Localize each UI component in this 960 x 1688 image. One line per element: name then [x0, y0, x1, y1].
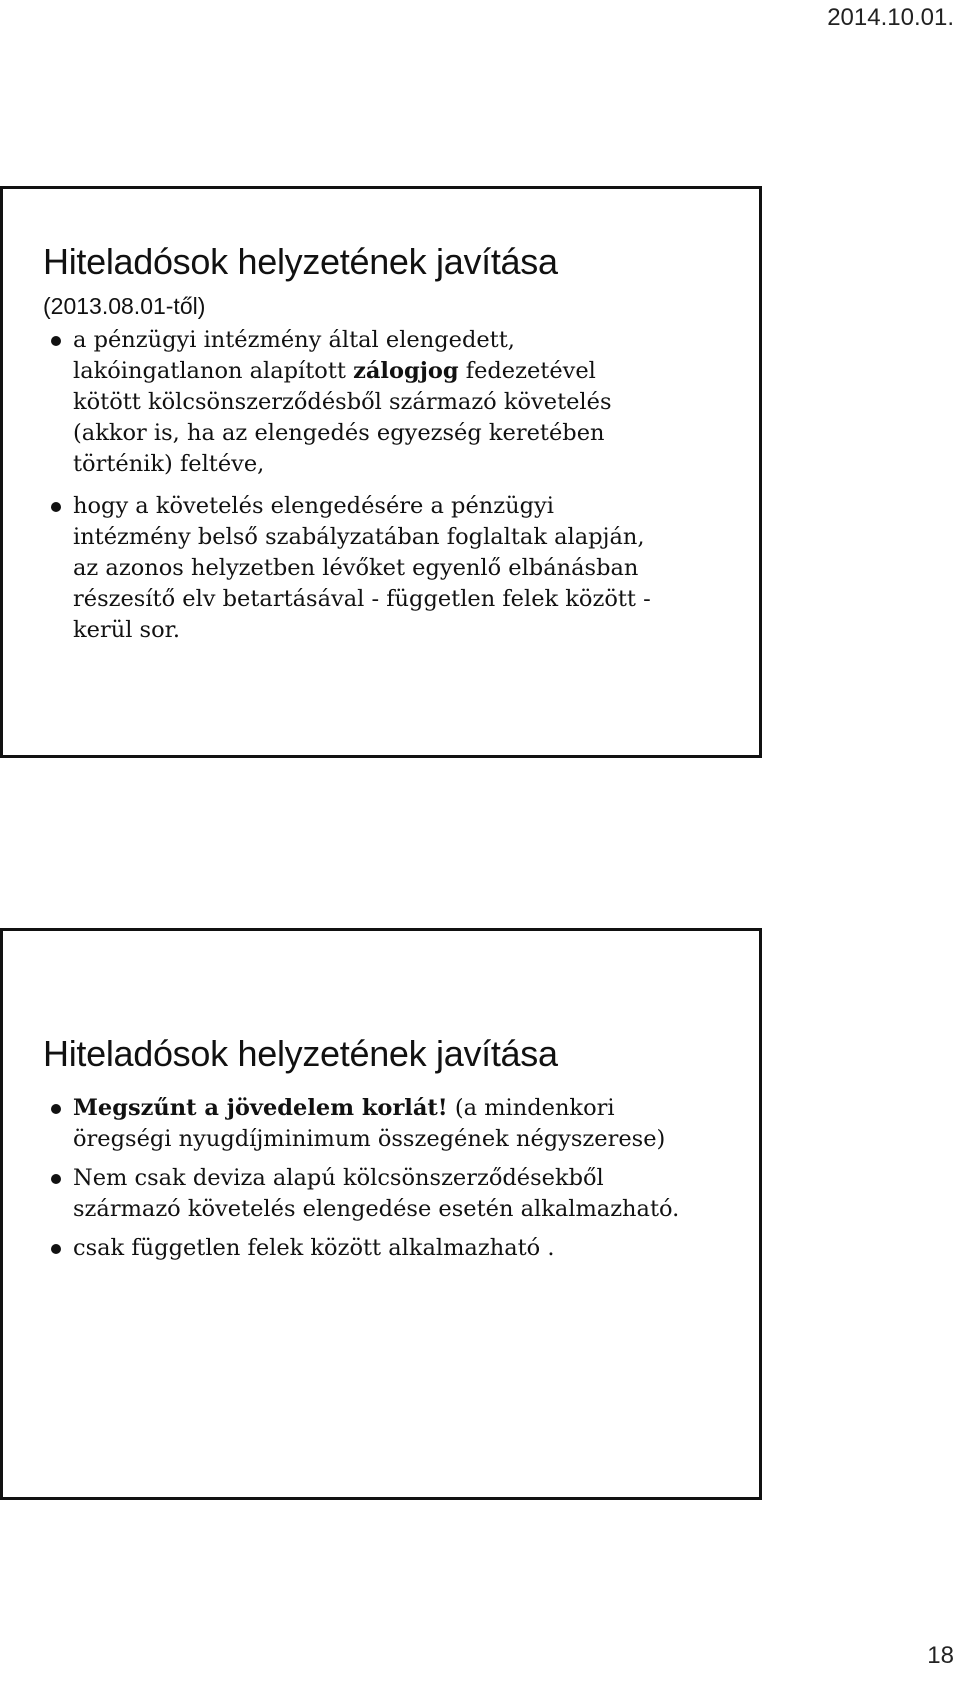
text-line: történik) feltéve,	[73, 451, 265, 477]
list-item	[43, 1163, 743, 1225]
text-line: Megszűnt a jövedelem korlát! (a mindenkori	[73, 1095, 615, 1121]
list-item	[43, 1093, 743, 1155]
text-line: Nem csak deviza alapú kölcsönszerződésekből	[73, 1165, 604, 1191]
list-item	[43, 491, 743, 646]
slide-1-bullet-list	[43, 325, 743, 646]
bullet-icon	[51, 336, 61, 346]
text-line: intézmény belső szabályzatában foglaltak alapján,	[73, 524, 645, 550]
slide-1-subtitle: (2013.08.01-től)	[43, 293, 206, 319]
bold-term: zálogjog	[353, 358, 459, 384]
page-number: 18	[927, 1642, 954, 1669]
slide-1-title: Hiteladósok helyzetének javítása	[43, 241, 558, 282]
text-line: részesítő elv betartásával - független felek között -	[73, 586, 651, 612]
text-line: öregségi nyugdíjminimum összegének négyszerese)	[73, 1126, 666, 1152]
page-date: 2014.10.01.	[827, 4, 954, 31]
slide-2-title: Hiteladósok helyzetének javítása	[43, 1033, 558, 1074]
list-item	[43, 325, 743, 480]
text-line: hogy a követelés elengedésére a pénzügyi	[73, 493, 554, 519]
slide-2	[0, 928, 762, 1500]
bullet-icon	[51, 1104, 61, 1114]
bullet-icon	[51, 1244, 61, 1254]
text-line: (akkor is, ha az elengedés egyezség keretében	[73, 420, 605, 446]
text-line: kötött kölcsönszerződésből származó követelés	[73, 389, 612, 415]
slide-2-bullet-list	[43, 1093, 743, 1264]
list-item	[43, 1233, 743, 1264]
bullet-icon	[51, 502, 61, 512]
text-line: lakóingatlanon alapított zálogjog fedezetével	[73, 358, 596, 384]
text-line: az azonos helyzetben lévőket egyenlő elbánásban	[73, 555, 639, 581]
bullet-icon	[51, 1174, 61, 1184]
text-line: csak független felek között alkalmazható .	[73, 1235, 555, 1261]
bold-term: Megszűnt a jövedelem korlát!	[73, 1095, 448, 1121]
text-line: a pénzügyi intézmény által elengedett,	[73, 327, 515, 353]
slide-1	[0, 186, 762, 758]
text-line: származó követelés elengedése esetén alkalmazható.	[73, 1196, 680, 1222]
text-line: kerül sor.	[73, 617, 181, 643]
